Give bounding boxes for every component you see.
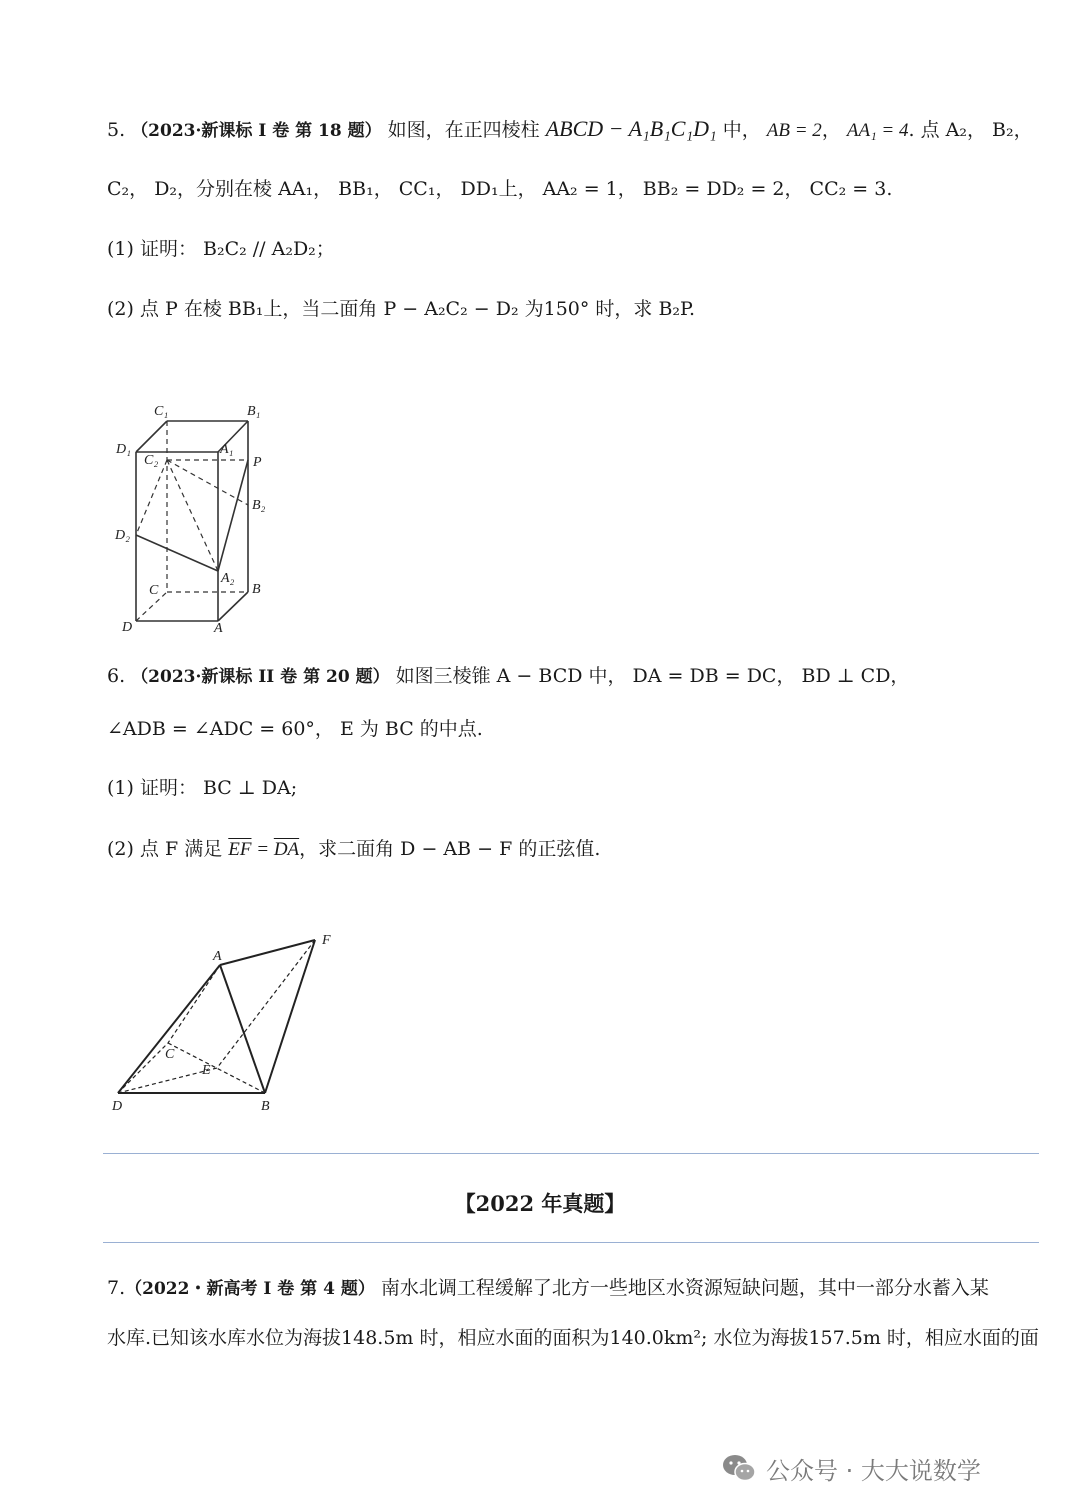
label-a1: A₁: [220, 442, 234, 457]
edge-ab: [218, 592, 248, 621]
label-c2: C₂: [144, 453, 159, 468]
p5-stem-intro: 如图，在正四棱柱: [387, 119, 540, 141]
section-rule-top: [103, 1153, 1039, 1154]
label-e: E: [202, 1063, 211, 1078]
edge-dc: [118, 1043, 168, 1093]
p5-prism: ABCD − A₁B₁C₁D₁: [545, 116, 717, 141]
p6-source: （2023·新课标 II 卷 第 20 题）: [131, 667, 390, 687]
p7-source: （2022・新高考 I 卷 第 4 题）: [125, 1279, 375, 1299]
p6-part1: (1) 证明： BC ⊥ DA;: [107, 777, 298, 799]
p5-part1: (1) 证明： B₂C₂ // A₂D₂；: [107, 238, 335, 260]
label-a: A: [214, 621, 223, 636]
label-d: D: [122, 620, 133, 635]
p5-number: 5.: [107, 119, 126, 141]
p5-source: （2023·新课标 I 卷 第 18 题）: [131, 121, 382, 141]
edge-c2d2: [136, 460, 167, 535]
edge-fe: [217, 940, 315, 1068]
prism-figure: [110, 395, 290, 640]
edge-af: [220, 940, 315, 965]
p6-part2-b: ，求二面角 D − AB − F 的正弦值.: [299, 838, 601, 860]
label-d1: D₁: [116, 442, 131, 457]
p5-aa1: AA₁ = 4: [846, 120, 909, 141]
p7-line1: [107, 1279, 989, 1298]
label-b: B: [261, 1099, 270, 1114]
p7-number: 7.: [107, 1277, 126, 1299]
p6-text1: 如图三棱锥 A − BCD 中， DA = DB = DC， BD ⊥ CD，: [395, 665, 910, 687]
edge-d2a2: [136, 535, 218, 571]
p5-line1: 5. （2023·新课标 I 卷 第 18 题） 如图，在正四棱柱 ABCD − A₁B₁C₁D₁ 中， AB = 2， AA₁ = 4. 点 A₂， B₂，: [107, 116, 1033, 141]
edge-c2a2: [167, 460, 218, 571]
section-rule-bottom: [103, 1242, 1039, 1243]
p7-line2: 水库.已知该水库水位为海拔148.5m 时，相应水面的面积为140.0km²; 水位为海拔157.5m 时，相应水面的面: [107, 1327, 1039, 1349]
p6-part2: [107, 840, 600, 859]
p6-line1: [107, 667, 909, 686]
p7-text1: 南水北调工程缓解了北方一些地区水资源短缺问题，其中一部分水蓄入某: [380, 1277, 989, 1299]
pyramid-figure: [105, 930, 345, 1120]
label-a: A: [213, 949, 222, 964]
label-d2: D₂: [115, 528, 130, 543]
wechat-icon: [722, 1453, 756, 1483]
label-p: P: [253, 455, 262, 470]
vector-ef: $\overline{EF}$: [228, 839, 252, 860]
label-c: C: [149, 583, 159, 598]
label-c: C: [165, 1047, 175, 1062]
vector-eq: =: [251, 839, 274, 860]
vector-da: $\overline{DA}$: [273, 839, 300, 860]
p6-part2-a: (2) 点 F 满足: [107, 838, 223, 860]
edge-ac: [168, 965, 220, 1043]
p5-ab: AB = 2: [766, 120, 822, 141]
p5-stem-cont1: 中，: [722, 119, 761, 141]
label-b2: B₂: [252, 498, 266, 513]
edge-d1c1: [136, 421, 167, 452]
edge-fb: [265, 940, 315, 1093]
watermark-text: 公众号 · 大大说数学: [766, 1456, 981, 1485]
p6-number: 6.: [107, 665, 126, 687]
section-title: 【2022 年真题】: [454, 1191, 626, 1216]
label-b: B: [252, 582, 261, 597]
label-c1: C₁: [154, 404, 169, 419]
p5-line2: C₂， D₂，分别在棱 AA₁， BB₁， CC₁， DD₁上， AA₂ = 1， BB₂ = DD₂ = 2， CC₂ = 3.: [107, 178, 893, 200]
edge-c2b2: [167, 460, 248, 505]
edge-a2p: [218, 460, 248, 571]
p5-part2: (2) 点 P 在棱 BB₁上，当二面角 P − A₂C₂ − D₂ 为150° 时，求 B₂P.: [107, 298, 695, 320]
label-a2: A₂: [221, 571, 235, 586]
label-f: F: [322, 933, 331, 948]
label-d: D: [112, 1099, 123, 1114]
label-b1: B₁: [247, 404, 261, 419]
p5-stem-cont2: . 点 A₂， B₂，: [908, 119, 1033, 141]
p6-line2: ∠ADB = ∠ADC = 60°， E 为 BC 的中点.: [107, 718, 483, 740]
watermark: [722, 1448, 981, 1488]
